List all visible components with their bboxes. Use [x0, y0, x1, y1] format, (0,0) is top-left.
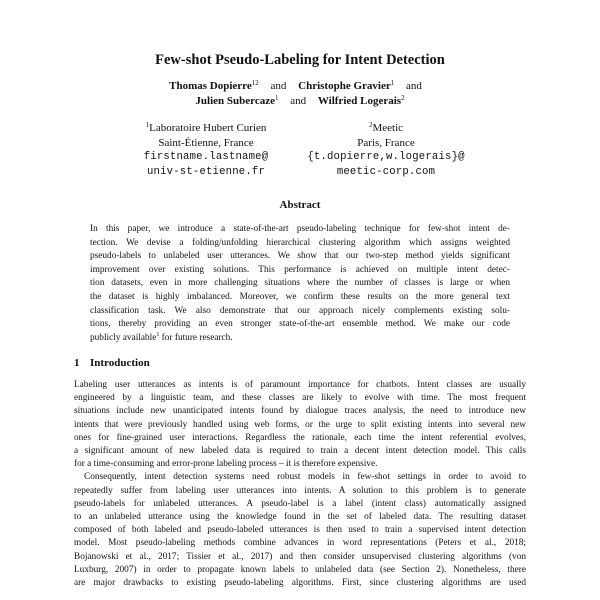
- abstract-body: [90, 223, 510, 345]
- body-line: engineered by a linguistic team, and these classes are likely to evolve with time. The most frequent: [74, 393, 526, 404]
- body-line: pseudo-labels for unlabeled utterances. A pseudo-label is a label (intent class) automatically assigned: [74, 498, 526, 509]
- affiliation-email-line: meetic-corp.com: [336, 165, 436, 178]
- body-line: a significant amount of new labeled data is required to train a decent intent detection model. This calls: [74, 446, 526, 457]
- author-line-1: [0, 79, 600, 94]
- author-conjunction: and: [270, 80, 287, 92]
- body-line: situations include new unanticipated intents found by dialogue traces analysis, the need to introduce new: [74, 406, 526, 417]
- body-line: to an unlabeled utterance using the knowledge found in the set of labeled data. The resulting dataset: [74, 512, 526, 523]
- abstract-heading: Abstract: [279, 199, 321, 211]
- footnote-mark: 1: [156, 331, 160, 338]
- author-affiliation-mark: 1: [274, 93, 279, 102]
- affiliation-location: Saint-Étienne, France: [158, 136, 254, 149]
- affiliation-mark: 1: [145, 121, 150, 129]
- author-list: [0, 79, 600, 108]
- author-name: Thomas Dopierre: [169, 80, 252, 92]
- abstract-text: for future research.: [159, 332, 233, 343]
- abstract-line-last: [90, 332, 510, 346]
- author-name: Christophe Gravier: [298, 80, 391, 92]
- abstract-text: publicly available: [90, 332, 157, 343]
- abstract-line: classification task. We also demonstrate that our approach nicely complements existing solu-: [90, 305, 510, 316]
- paragraph: [74, 471, 526, 590]
- author-name: Julien Subercaze: [195, 94, 275, 107]
- abstract-line: tion datasets, even in more challenging situations where the number of classes is large or when: [90, 278, 510, 289]
- section-title: Introduction: [90, 357, 150, 369]
- section-number: 1: [74, 357, 80, 369]
- body-line: ones for fine-grained user interactions. Regardless the rationale, each time the intent referential evolves,: [74, 432, 526, 443]
- author-line-2: [0, 94, 600, 109]
- affiliation-location: Paris, France: [357, 136, 415, 149]
- introduction-body: [74, 379, 526, 590]
- affiliation-mark: 2: [368, 121, 373, 129]
- body-line: Labeling user utterances as intents is of paramount importance for chatbots. Intent classes are usually: [74, 380, 526, 390]
- abstract-line: the dataset is highly imbalanced. Moreover, we confirm these results on the more general text: [90, 291, 510, 302]
- author-conjunction: and: [405, 80, 422, 92]
- abstract-line: In this paper, we introduce a state-of-the-art pseudo-labeling technique for few-shot intent de-: [90, 224, 510, 234]
- body-line: intents that were previously handled using web forms, or the urge to split existing intents into several new: [74, 419, 526, 430]
- author-conjunction: and: [290, 94, 307, 107]
- body-line: composed of both labeled and pseudo-labeled utterances is then used to train a supervised intent detection: [74, 525, 526, 536]
- affiliation-right: [276, 121, 496, 179]
- author-name: Wilfried Logerais: [317, 94, 402, 107]
- section-heading: [74, 357, 526, 369]
- author-affiliation-mark: 12: [251, 79, 259, 87]
- body-line: are major drawbacks to existing pseudo-labeling algorithms. First, since clustering algorithms are used: [74, 578, 526, 589]
- abstract-line: improvement over existing solutions. This performance is achieved on multiple intent detec-: [90, 264, 510, 275]
- affiliation-email-line: univ-st-etienne.fr: [146, 165, 266, 178]
- affiliation-name: [276, 121, 496, 136]
- affiliation-name-text: Meetic: [372, 122, 404, 134]
- abstract-line: tection. We devise a folding/unfolding hierarchical clustering algorithm which assigns weighted: [90, 237, 510, 248]
- author-affiliation-mark: 2: [401, 93, 405, 102]
- paragraph: [74, 379, 526, 471]
- body-line: for a time-consuming and error-prone labeling process – it is therefore expensive.: [74, 459, 378, 470]
- body-line: Bojanowski et al., 2017; Tissier et al., 2017) and then consider unsupervised clustering algorithms (von: [74, 551, 526, 562]
- author-affiliation-mark: 1: [390, 79, 395, 87]
- affiliation-email-line: {t.dopierre,w.logerais}@: [307, 151, 465, 163]
- body-line: model. Most pseudo-labeling methods combine advances in word representations (Peters et al., 2018;: [74, 538, 526, 549]
- abstract-line: pseudo-labels to unlabeled user utterances. We show that our two-step method yields significant: [90, 251, 510, 262]
- affiliation-name-text: Laboratoire Hubert Curien: [149, 122, 267, 134]
- body-line: Luxburg, 2007) in order to propagate known labels to unlabeled data (see Section 2). Nonetheless, there: [74, 564, 526, 575]
- abstract-line: tions, thereby providing an even stronger state-of-the-art ensemble method. We make our code: [90, 319, 510, 330]
- body-line: Consequently, intent detection systems need robust models in few-shot settings in order to avoid to: [84, 472, 526, 483]
- affiliation-email-line: firstname.lastname@: [143, 151, 269, 163]
- paper-title: Few-shot Pseudo-Labeling for Intent Detection: [155, 52, 445, 68]
- body-line: repeatedly suffer from labeling user utterances into intents. A solution to this problem is to generate: [74, 485, 526, 496]
